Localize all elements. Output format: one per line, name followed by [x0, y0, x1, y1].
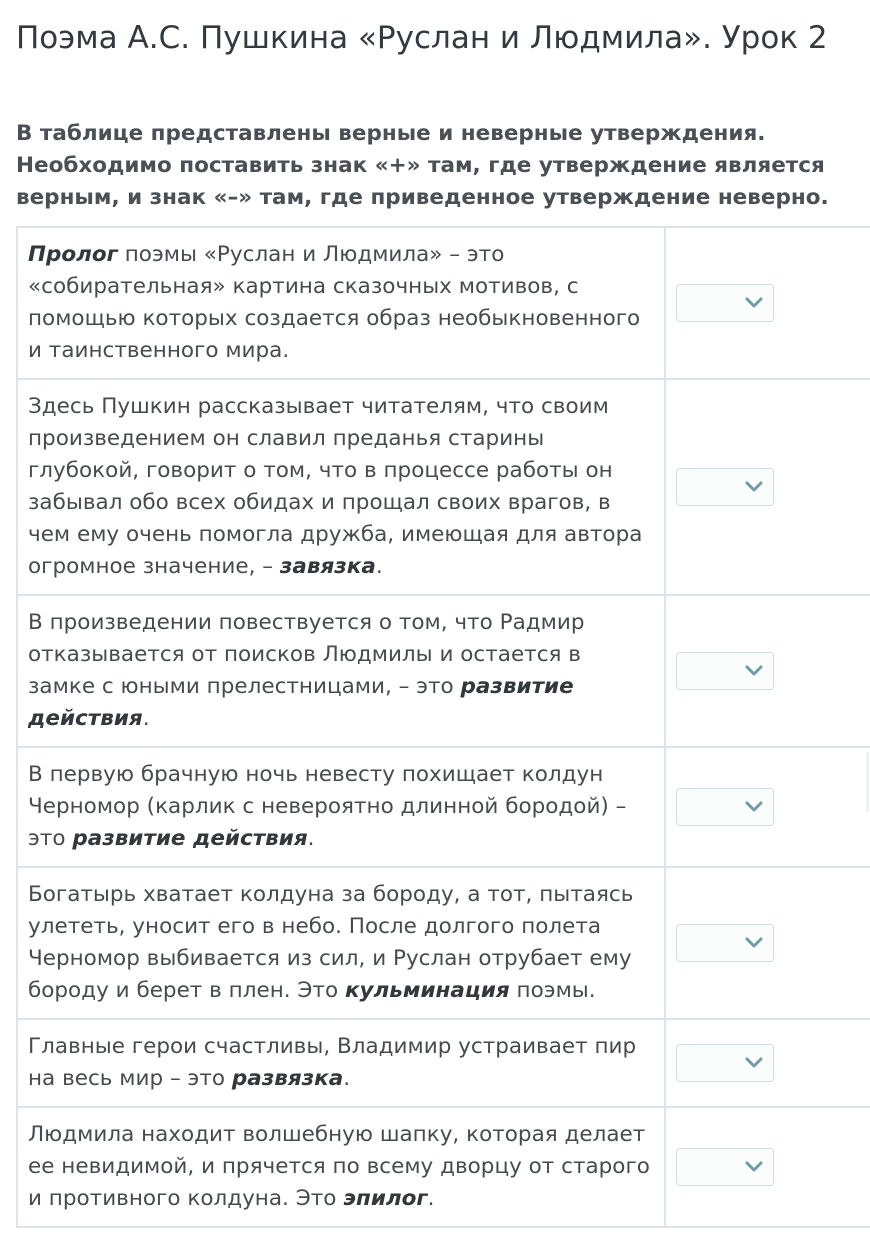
statement-cell: [17, 379, 665, 595]
answer-select[interactable]: [676, 468, 774, 506]
chevron-down-icon: [744, 662, 764, 680]
chevron-down-icon: [744, 478, 764, 496]
statement-term: развитие действия: [28, 674, 574, 731]
answer-cell: [665, 227, 870, 379]
table-row: [17, 379, 870, 595]
answer-select[interactable]: [676, 652, 774, 690]
statement-text: .: [375, 554, 383, 579]
statements-table-body: [17, 227, 870, 1227]
answer-select[interactable]: [676, 1148, 774, 1186]
statement-cell: [17, 1107, 665, 1227]
statement-term: развитие действия: [72, 826, 308, 851]
statement-cell: [17, 595, 665, 747]
table-row: [17, 1107, 870, 1227]
statement-text: Главные герои счастливы, Владимир устраивает пир на весь мир – это: [28, 1034, 637, 1091]
page-title: Поэма А.С. Пушкина «Руслан и Людмила». Урок 2: [16, 20, 828, 56]
statement-text: В первую брачную ночь невесту похищает колдун Черномор (карлик с невероятно длинной бородой) – это: [28, 762, 627, 851]
answer-cell: [665, 867, 870, 1019]
statement-text: .: [343, 1066, 351, 1091]
answer-cell: [665, 379, 870, 595]
answer-cell: [665, 747, 870, 867]
table-row: [17, 867, 870, 1019]
statement-text: .: [427, 1186, 435, 1211]
statement-cell: [17, 227, 665, 379]
table-row: [17, 595, 870, 747]
chevron-down-icon: [744, 1158, 764, 1176]
table-row: [17, 747, 870, 867]
table-row: [17, 227, 870, 379]
statements-table: [16, 226, 870, 1228]
task-instruction: В таблице представлены верные и неверные утверждения. Необходимо поставить знак «+» там, где утверждение является верным, и знак «–» там, где приведенное утверждение неверно.: [16, 121, 829, 210]
statement-term: Пролог: [28, 242, 118, 267]
answer-select[interactable]: [676, 1044, 774, 1082]
chevron-down-icon: [744, 798, 764, 816]
statement-term: кульминация: [344, 978, 510, 1003]
answer-select[interactable]: [676, 924, 774, 962]
statement-text: поэмы.: [509, 978, 596, 1003]
statement-cell: [17, 867, 665, 1019]
chevron-down-icon: [744, 294, 764, 312]
chevron-down-icon: [744, 934, 764, 952]
answer-select[interactable]: [676, 788, 774, 826]
statement-cell: [17, 1019, 665, 1107]
scroll-edge: [866, 752, 869, 812]
statement-text: В произведении повествуется о том, что Радмир отказывается от поисков Людмилы и остается в замке с юными прелестницами, – это: [28, 610, 585, 699]
answer-select[interactable]: [676, 284, 774, 322]
statement-text: .: [142, 706, 150, 731]
statement-text: Богатырь хватает колдуна за бороду, а тот, пытаясь улететь, уносит его в небо. После долгого полета Черномор выбивается из сил, и Руслан отрубает ему бороду и берет в плен. Это: [28, 882, 634, 1003]
statement-cell: [17, 747, 665, 867]
statement-text: Здесь Пушкин рассказывает читателям, что своим произведением он славил преданья старины глубокой, говорит о том, что в процессе работы он забывал обо всех обидах и прощал своих врагов, в чем ему очень помогла дружба, имеющая для автора огромное значение, –: [28, 394, 643, 579]
statement-text: .: [307, 826, 315, 851]
answer-cell: [665, 1019, 870, 1107]
statement-text: поэмы «Руслан и Людмила» – это «собирательная» картина сказочных мотивов, с помощью которых создается образ необыкновенного и таинственного мира.: [28, 242, 641, 363]
statement-term: развязка: [231, 1066, 344, 1091]
statement-term: эпилог: [343, 1186, 428, 1211]
statement-text: Людмила находит волшебную шапку, которая делает ее невидимой, и прячется по всему дворцу от старого и противного колдуна. Это: [28, 1122, 650, 1211]
answer-cell: [665, 1107, 870, 1227]
statement-term: завязка: [279, 554, 376, 579]
answer-cell: [665, 595, 870, 747]
table-row: [17, 1019, 870, 1107]
chevron-down-icon: [744, 1054, 764, 1072]
